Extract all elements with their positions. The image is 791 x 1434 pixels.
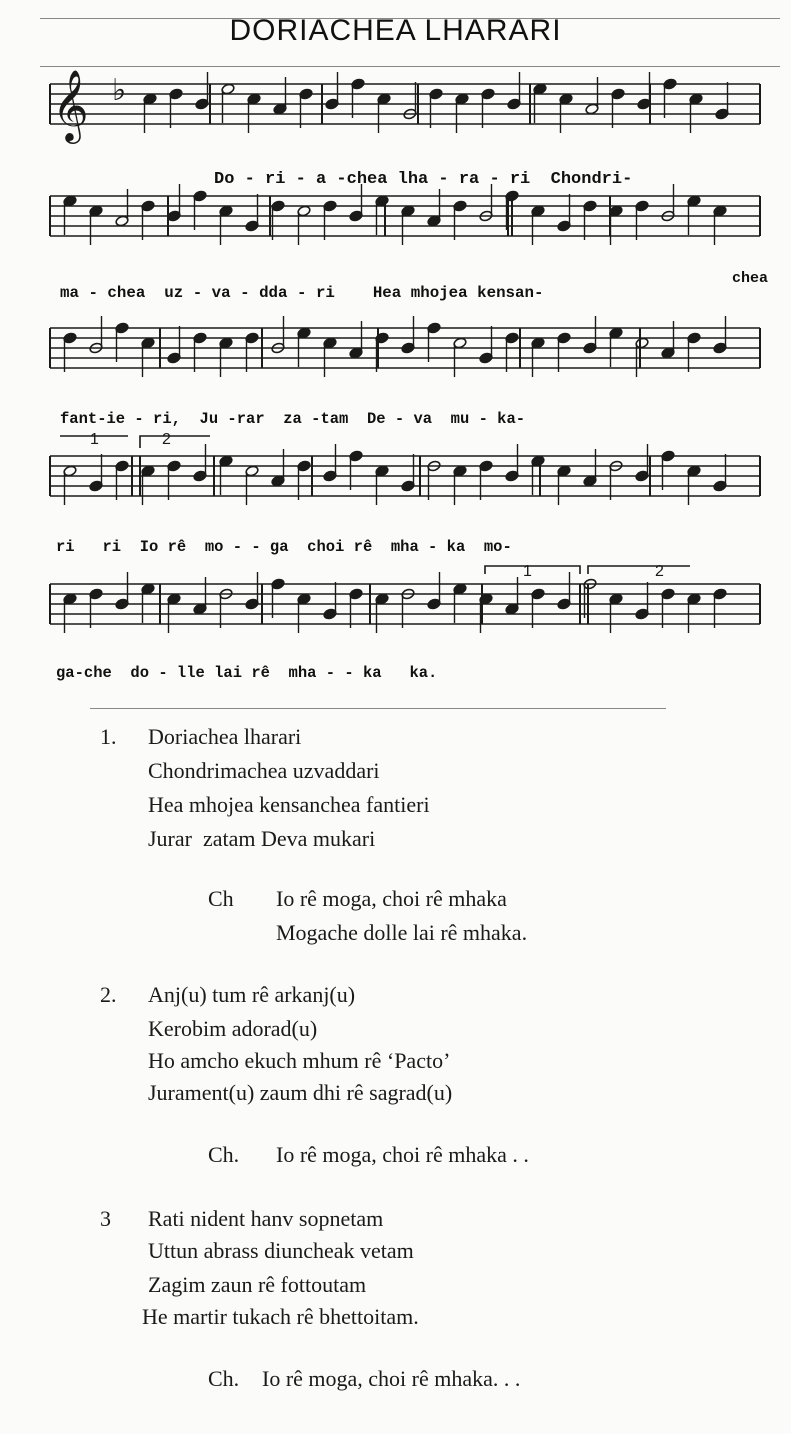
svg-text:𝄞: 𝄞 bbox=[52, 68, 89, 141]
verse-line: He martir tukach rê bhettoitam. bbox=[142, 1304, 419, 1329]
music-score bbox=[0, 0, 791, 700]
verse-line: Kerobim adorad(u) bbox=[148, 1016, 318, 1041]
verse-line: Uttun abrass diuncheak vetam bbox=[148, 1238, 414, 1263]
score-lyric-line-1: Do - ri - a -chea lha - ra - ri Chondri- bbox=[214, 170, 633, 189]
chorus-line: Io rê moga, choi rê mhaka . . bbox=[276, 1142, 529, 1167]
verse-line: Hea mhojea kensanchea fantieri bbox=[148, 792, 430, 817]
chorus-line: Mogache dolle lai rê mhaka. bbox=[276, 920, 528, 945]
score-lyric-line-4: ri ri Io rê mo - - ga choi rê mha - ka mo- bbox=[56, 538, 512, 556]
volta-label-2: 2 bbox=[162, 431, 171, 448]
volta-label-1b: 1 bbox=[523, 563, 532, 580]
section-rule bbox=[90, 708, 666, 709]
verse-number: 3 bbox=[100, 1206, 111, 1231]
volta-label-2b: 2 bbox=[655, 563, 664, 580]
verse-line: Jurar zatam Deva mukari bbox=[148, 826, 376, 851]
score-lyric-line-3: fant-ie - ri, Ju -rar za -tam De - va mu - ka- bbox=[60, 410, 526, 428]
chorus-line: Io rê moga, choi rê mhaka bbox=[276, 886, 507, 911]
score-lyric-line-2b: chea bbox=[732, 270, 769, 287]
flat-sign-icon: ♭ bbox=[112, 73, 127, 108]
verse-line: Chondrimachea uzvaddari bbox=[148, 758, 380, 783]
verse-line: Anj(u) tum rê arkanj(u) bbox=[148, 982, 356, 1007]
verse-number: 1. bbox=[100, 724, 117, 749]
verse-line: Zagim zaun rê fottoutam bbox=[148, 1272, 367, 1297]
volta-label-1: 1 bbox=[90, 431, 99, 448]
verse-line: Ho amcho ekuch mhum rê ‘Pacto’ bbox=[148, 1048, 451, 1073]
chorus-label: Ch. bbox=[208, 1366, 240, 1391]
score-lyric-line-5: ga-che do - lle lai rê mha - - ka ka. bbox=[56, 664, 438, 682]
chorus-label: Ch bbox=[208, 886, 234, 911]
verse-number: 2. bbox=[100, 982, 117, 1007]
verse-line: Doriachea lharari bbox=[148, 724, 302, 749]
treble-clef-icon bbox=[52, 68, 89, 144]
chorus-label: Ch. bbox=[208, 1142, 240, 1167]
verse-line: Jurament(u) zaum dhi rê sagrad(u) bbox=[148, 1080, 453, 1105]
score-lyric-line-2: ma - chea uz - va - dda - ri Hea mhojea kensan- bbox=[60, 284, 544, 302]
verse-line: Rati nident hanv sopnetam bbox=[148, 1206, 384, 1231]
chorus-line: Io rê moga, choi rê mhaka. . . bbox=[262, 1366, 521, 1391]
page-title: DORIACHEA LHARARI bbox=[229, 14, 562, 47]
